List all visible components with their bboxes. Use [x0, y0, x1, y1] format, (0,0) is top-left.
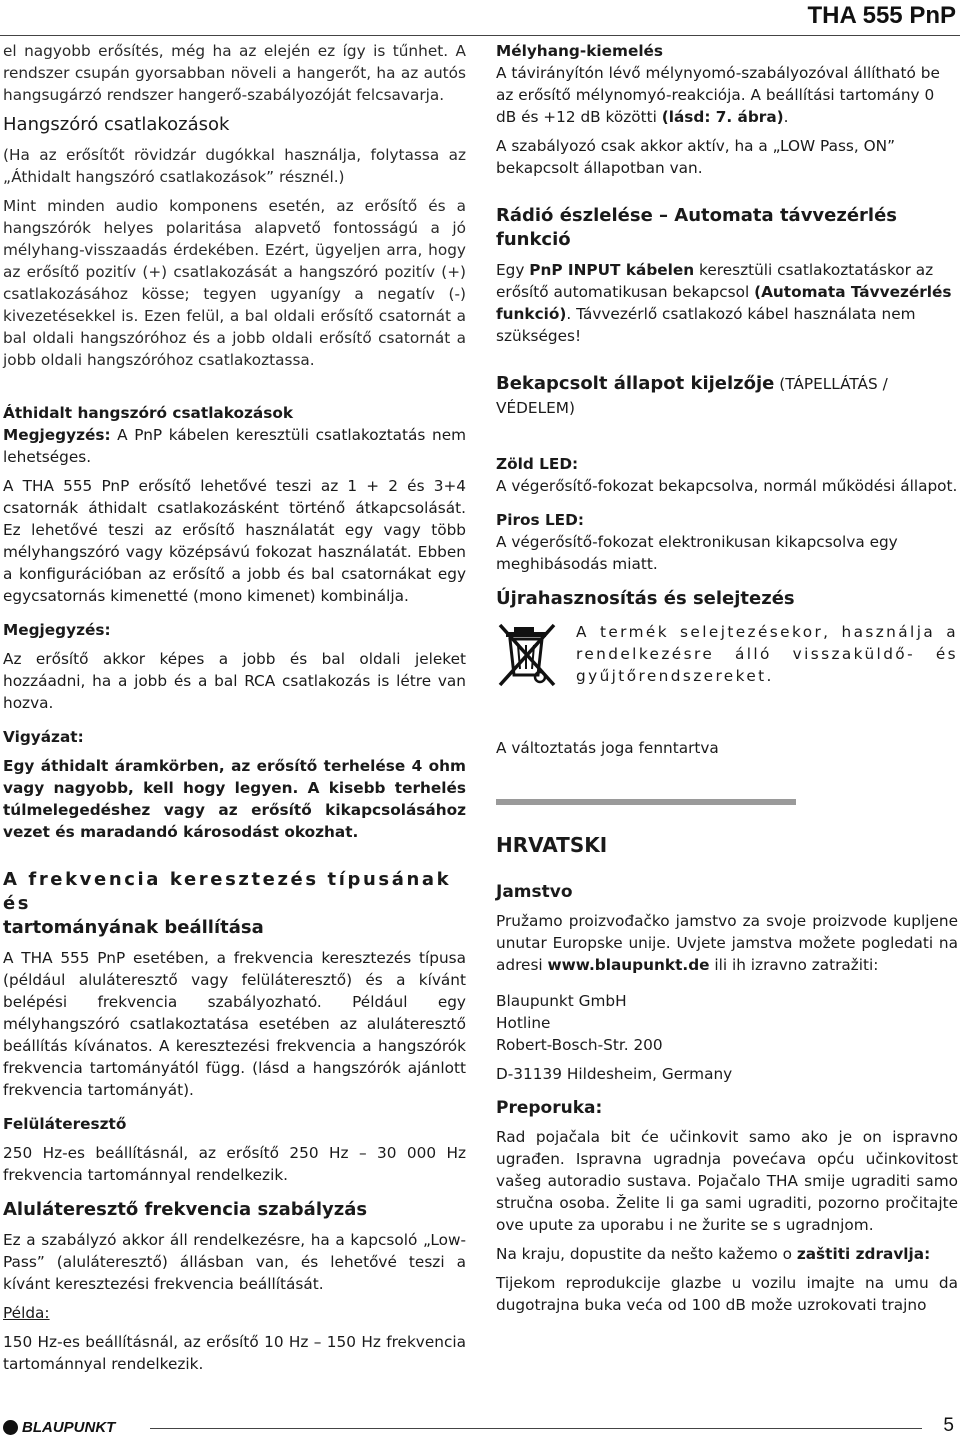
- warranty-tail: ili ih izravno zatražiti:: [709, 956, 879, 974]
- status-heading-tail: (TÁPELLÁTÁS / VÉDELEM): [496, 375, 888, 417]
- red-led-label: Piros LED:: [496, 511, 584, 529]
- header-divider: [0, 35, 960, 36]
- health-intro: [496, 1243, 958, 1265]
- lowpass-heading: Aluláteresztő frekvencia szabályzás: [3, 1199, 368, 1220]
- speaker-body: Mint minden audio komponens esetén, az erősítő és a hangszórók helyes polaritása alapvető fontosságú a jó mélyhang-visszaadás érdekében. Ezért, ügyeljen arra, hogy az erősítő pozitív (+) csatlakozását a hangszóró pozitív (+) csatlakozásához kösse; tegyen ugyanígy a negatív (-) kivezetésekkel is. Ezen felül, a bal oldali erősítő csatornát a bal oldali hangszóróhoz és a jobb oldali erősítő csatornát a jobb oldali hangszóróhoz csatlakoztassa.: [3, 197, 466, 369]
- logo-dot-icon: [3, 1420, 18, 1435]
- document-title: THA 555 PnP: [807, 2, 956, 29]
- health-bold: zaštiti zdravlja:: [796, 1245, 931, 1263]
- note2-label: Megjegyzés:: [3, 621, 111, 639]
- bridged-heading: Áthidalt hangszóró csatlakozások: [3, 404, 294, 422]
- left-column: [3, 40, 466, 1375]
- rights-reserved-note: A változtatás joga fenntartva: [496, 739, 719, 757]
- warranty-heading: Jamstvo: [496, 882, 573, 902]
- recommendation-body: Rad pojačala bit će učinkovit samo ako je on ispravno ugrađen. Ispravna ugradnja povećava opću učinkovitost vašeg autoradio sustava. Pojačalo THA smije ugraditi samo stručna osoba. Želite li ga sami ugraditi, pozorno pročitajte ove upute za uporabu i ne žurite se s ugradnjom.: [496, 1128, 958, 1234]
- right-column: [496, 40, 958, 1316]
- recycling-heading: Újrahasznosítás és selejtezés: [496, 588, 795, 609]
- bridged-body: A THA 555 PnP erősítő lehetővé teszi az 1 + 2 és 3+4 csatornák áthidalt csatlakozásként történő átkapcsolását. Ez lehetővé teszi az erősítő használatát egy vagy több mélyhangszóró vagy középsávú fokozat használatát. Ebben a konfigurációban az erősítő a jobb és bal csatornákat egy egycsatornás kimenetté (mono kimenet) kombinálja.: [3, 477, 466, 605]
- speaker-note: (Ha az erősítőt rövidzár dugókkal használja, folytassa az „Áthidalt hangszóró csatlakozások” résznél.): [3, 146, 466, 186]
- lowpass-body: Ez a szabályzó akkor áll rendelkezésre, ha a kapcsoló „Low-Pass” (aluláteresztő) állásban van, és lehetővé teszi a kívánt keresztezési frekvencia beállítását.: [3, 1231, 466, 1293]
- section-separator: [496, 799, 796, 805]
- example-body: 150 Hz-es beállításnál, az erősítő 10 Hz – 150 Hz frekvencia tartománnyal rendelkezik.: [3, 1333, 466, 1373]
- recommendation-heading: Preporuka:: [496, 1098, 603, 1118]
- crossover-heading: [3, 868, 466, 940]
- crossed-out-wheeled-bin-icon: [496, 621, 566, 691]
- bridged-note: [3, 424, 466, 468]
- bass-boost-text: A távirányítón lévő mélynyomó-szabályozóval állítható be az erősítő mélynomyó-reakciója. A beállítási tartomány 0 dB és +12 dB közötti: [496, 64, 940, 126]
- radio-detection-heading: Rádió észlelése – Automata távvezérlés funkció: [496, 205, 898, 250]
- caution-label: Vigyázat:: [3, 728, 84, 746]
- recycling-text: A termék selejtezésekor, használja a rendelkezésre álló visszaküldő- és gyűjtőrendszereket.: [576, 623, 958, 685]
- radio-text-2: keresztüli csatlakoztatáskor az erősítő automatikusan bekapcsol: [496, 261, 934, 301]
- crossover-heading-line1: A frekvencia keresztezés típusának és: [3, 869, 452, 914]
- bass-boost-figure-ref: (lásd: 7. ábra): [661, 108, 784, 126]
- status-heading: [496, 372, 958, 420]
- intro-paragraph: el nagyobb erősítés, még ha az elején ez így is tűnhet. A rendszer csupán gyorsabban növeli a hangerőt, ha az autós hangsugárzó rendszer hangerő-szabályozóját felcsavarja.: [3, 42, 466, 104]
- example-label: Példa:: [3, 1304, 50, 1322]
- radio-detection-body: [496, 259, 958, 347]
- speaker-connections-heading: Hangszóró csatlakozások: [3, 114, 230, 135]
- crossover-body: A THA 555 PnP esetében, a frekvencia keresztezés típusa (például aluláteresztő vagy felüláteresztő) és a kívánt belépési frekvencia szabályozható. Például egy mélyhangszóró csatlakoztatása esetében az aluláteresztő beállítás kívánatos. A keresztezési frekvencia a hangszórók frekvencia tartományától függ. (lásd a hangszórók ajánlott frekvencia tartományát).: [3, 949, 466, 1099]
- address-line: Robert-Bosch-Str. 200: [496, 1036, 663, 1054]
- radio-bold-2: (Automata Távvezérlés funkció): [496, 283, 952, 323]
- croatian-section-heading: HRVATSKI: [496, 833, 608, 857]
- address-block: [496, 990, 958, 1085]
- bass-boost-heading: Mélyhang-kiemelés: [496, 42, 664, 60]
- address-city: D-31139 Hildesheim, Germany: [496, 1065, 733, 1083]
- warranty-url: www.blaupunkt.de: [547, 956, 710, 974]
- warranty-text: Pružamo proizvođačko jamstvo za svoje proizvode kupljene unutar Europske unije. Uvjete jamstva možete pogledati na adresi: [496, 912, 958, 974]
- page-number: 5: [943, 1415, 954, 1436]
- blaupunkt-logo: [3, 1419, 115, 1436]
- logo-text: BLAUPUNKT: [22, 1419, 116, 1436]
- green-led-text: A végerősítő-fokozat bekapcsolva, normál működési állapot.: [496, 477, 958, 495]
- radio-bold-1: PnP INPUT kábelen: [529, 261, 695, 279]
- highpass-heading: Felüláteresztő: [3, 1115, 127, 1133]
- highpass-body: 250 Hz-es beállításnál, az erősítő 250 Hz – 30 000 Hz frekvencia tartománnyal rendelkezik.: [3, 1144, 466, 1184]
- footer-divider: [150, 1428, 922, 1429]
- red-led-text: A végerősítő-fokozat elektronikusan kikapcsolva egy meghibásodás miatt.: [496, 533, 898, 573]
- address-line: Hotline: [496, 1014, 551, 1032]
- warranty-body: [496, 910, 958, 976]
- health-text: Na kraju, dopustite da nešto kažemo o: [496, 1245, 797, 1263]
- status-heading-bold: Bekapcsolt állapot kijelzője: [496, 373, 775, 394]
- recycling-block: [496, 621, 958, 691]
- bass-boost-body: [496, 62, 958, 128]
- radio-text-3: . Távvezérlő csatlakozó kábel használata nem szükséges!: [496, 305, 916, 345]
- radio-text-1: Egy: [496, 261, 530, 279]
- crossover-heading-line2: tartományának beállítása: [3, 917, 264, 938]
- bridged-note-label: Megjegyzés:: [3, 426, 111, 444]
- bass-boost-period: .: [783, 108, 789, 126]
- note2-text: Az erősítő akkor képes a jobb és bal oldali jeleket hozzáadni, ha a jobb és a bal RCA csatlakozás is létre van hozva.: [3, 650, 466, 712]
- bass-boost-condition: A szabályozó csak akkor aktív, ha a „LOW Pass, ON” bekapcsolt állapotban van.: [496, 137, 896, 177]
- health-body: Tijekom reprodukcije glazbe u vozilu imajte na umu da dugotrajna buka veća od 100 dB može uzrokovati trajno: [496, 1274, 958, 1314]
- bridged-note-text: A PnP kábelen keresztüli csatlakoztatás nem lehetséges.: [3, 426, 466, 466]
- green-led-label: Zöld LED:: [496, 455, 579, 473]
- address-line: Blaupunkt GmbH: [496, 992, 627, 1010]
- caution-text: Egy áthidalt áramkörben, az erősítő terhelése 4 ohm vagy nagyobb, kell hogy legyen. A kisebb terhelés túlmelegedéshez vagy az erősítő kikapcsolásához vezet és maradandó károsodást okozhat.: [3, 757, 466, 841]
